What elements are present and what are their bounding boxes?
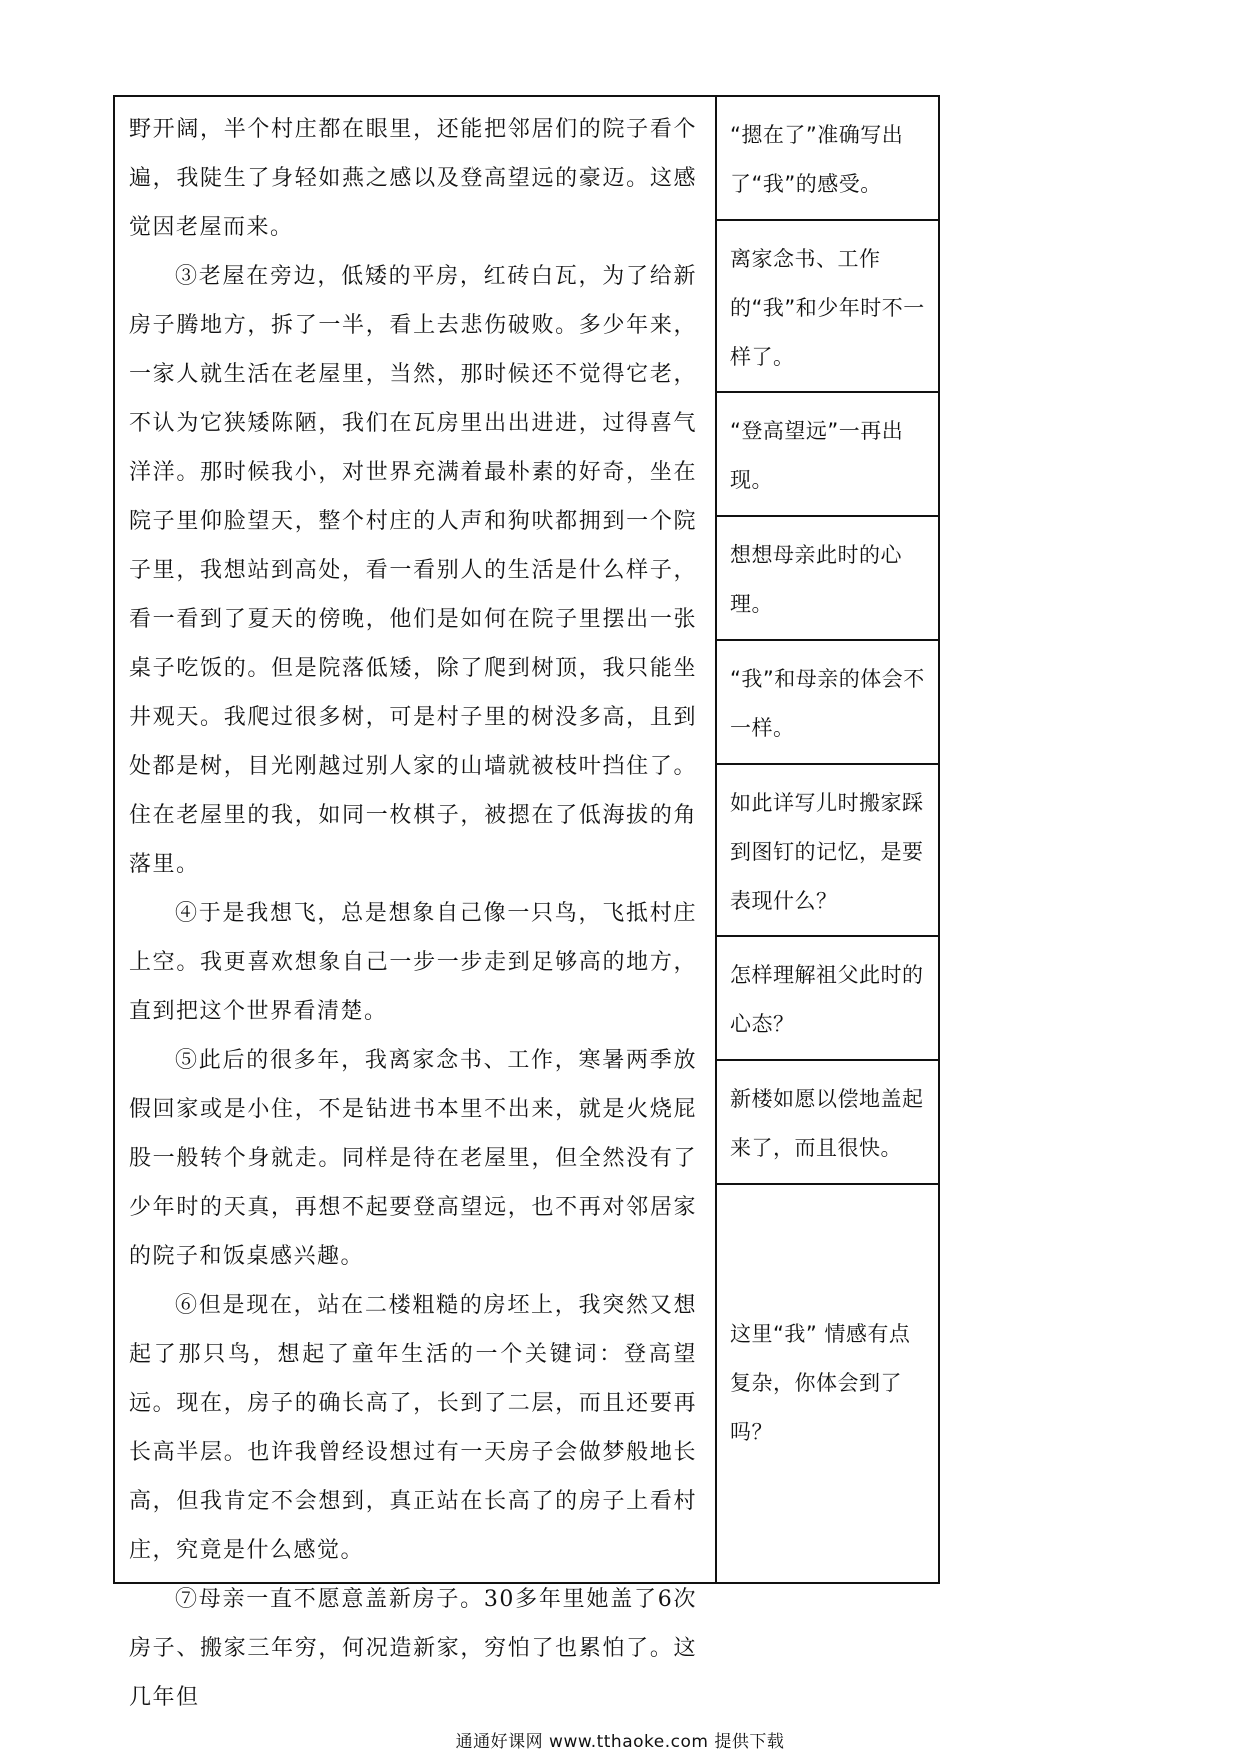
text-paragraph-5: ⑤此后的很多年，我离家念书、工作，寒暑两季放假回家或是小住，不是钻进书本里不出来，就是火烧屁股一般转个身就走。同样是待在老屋里，但全然没有了少年时的天真，再想不起要登高望远，也不再对邻居家的院子和饭桌感兴趣。 xyxy=(129,1048,697,1269)
reading-text-column xyxy=(115,97,717,1710)
side-note: 离家念书、工作的“我”和少年时不一样了。 xyxy=(717,221,938,393)
side-note: 怎样理解祖父此时的心态？ xyxy=(717,937,938,1061)
side-note: 想想母亲此时的心理。 xyxy=(717,517,938,641)
text-paragraph-7: ⑦母亲一直不愿意盖新房子。30多年里她盖了6次房子、搬家三年穷，何况造新家，穷怕了也累怕了。这几年但 xyxy=(129,1587,697,1710)
text-paragraph-4: ④于是我想飞，总是想象自己像一只鸟，飞抵村庄上空。我更喜欢想象自己一步一步走到足够高的地方，直到把这个世界看清楚。 xyxy=(129,901,697,1024)
side-note: “登高望远”一再出现。 xyxy=(717,393,938,517)
side-note: “我”和母亲的体会不一样。 xyxy=(717,641,938,765)
side-note: “摁在了”准确写出了“我”的感受。 xyxy=(717,97,938,221)
annotation-table xyxy=(113,95,940,1710)
side-note xyxy=(717,1185,938,1582)
page-footer: 通通好课网 www.tthaoke.com 提供下载 xyxy=(455,1732,785,1752)
side-note: 如此详写儿时搬家踩到图钉的记忆，是要表现什么？ xyxy=(717,765,938,937)
text-paragraph-cont: 野开阔，半个村庄都在眼里，还能把邻居们的院子看个遍，我陡生了身轻如燕之感以及登高望远的豪迈。这感觉因老屋而来。 xyxy=(129,117,697,240)
side-note-text: 这里“我” 情感有点复杂，你体会到了吗？ xyxy=(730,1322,911,1444)
text-paragraph-3: ③老屋在旁边，低矮的平房，红砖白瓦，为了给新房子腾地方，拆了一半，看上去悲伤破败。多少年来，一家人就生活在老屋里，当然，那时候还不觉得它老，不认为它狭矮陈陋，我们在瓦房里出出进进，过得喜气洋洋。那时候我小，对世界充满着最朴素的好奇，坐在院子里仰脸望天，整个村庄的人声和狗吠都拥到一个院子里，我想站到高处，看一看别人的生活是什么样子，看一看到了夏天的傍晚，他们是如何在院子里摆出一张桌子吃饭的。但是院落低矮，除了爬到树顶，我只能坐井观天。我爬过很多树，可是村子里的树没多高，且到处都是树，目光刚越过别人家的山墙就被枝叶挡住了。住在老屋里的我，如同一枚棋子，被摁在了低海拔的角落里。 xyxy=(129,264,697,877)
text-paragraph-6: ⑥但是现在，站在二楼粗糙的房坯上，我突然又想起了那只鸟，想起了童年生活的一个关键词：登高望远。现在，房子的确长高了，长到了二层，而且还要再长高半层。也许我曾经设想过有一天房子会做梦般地长高，但我肯定不会想到，真正站在长高了的房子上看村庄，究竟是什么感觉。 xyxy=(129,1293,697,1563)
side-note: 新楼如愿以偿地盖起来了，而且很快。 xyxy=(717,1061,938,1185)
notes-column xyxy=(717,97,938,1582)
